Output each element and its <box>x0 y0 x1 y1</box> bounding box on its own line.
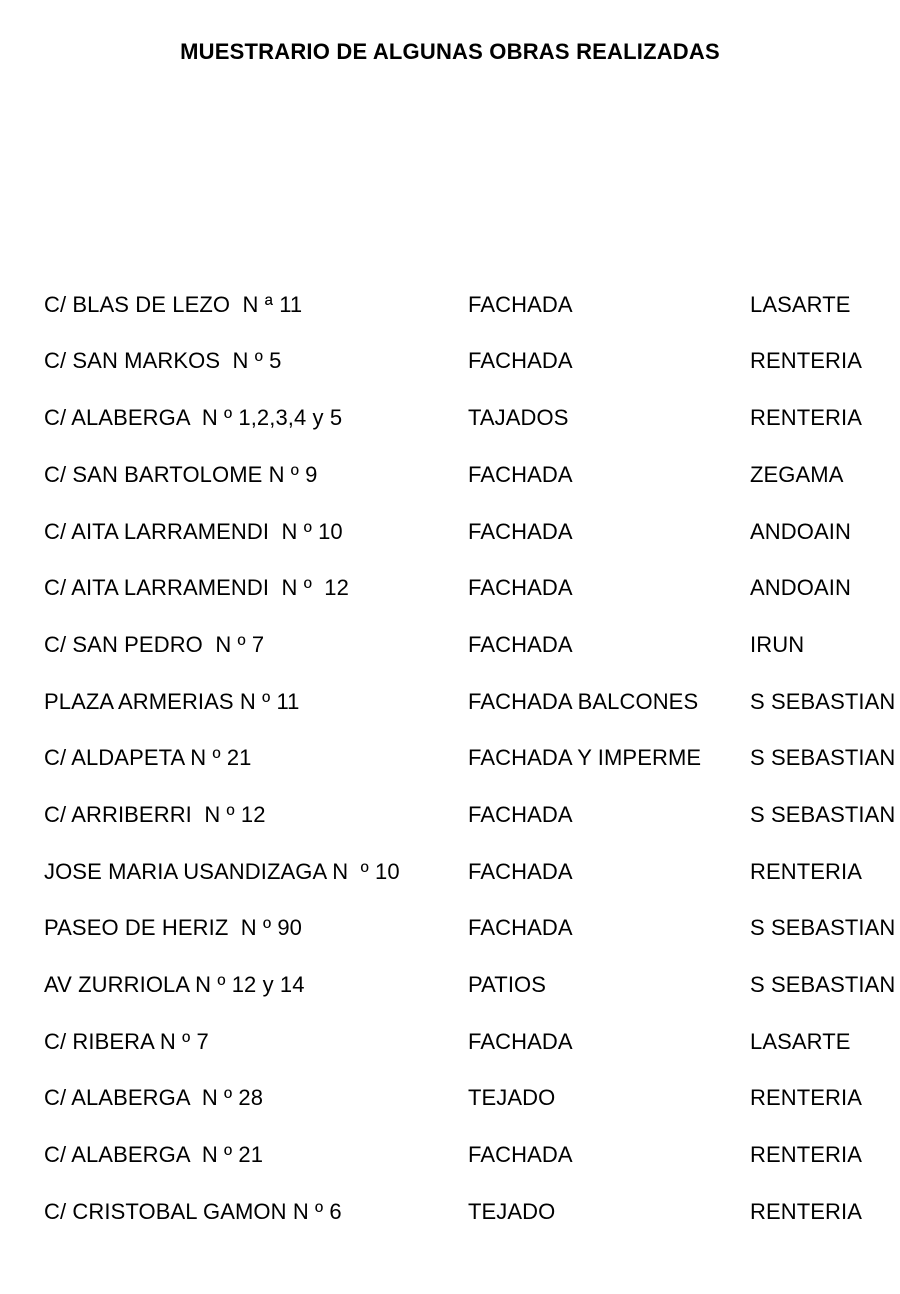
work-type: FACHADA <box>468 348 573 374</box>
work-town: RENTERIA <box>750 348 863 374</box>
works-row <box>0 1126 900 1183</box>
work-type: FACHADA Y IMPERME <box>468 745 702 771</box>
work-type: FACHADA <box>468 915 573 941</box>
work-address: C/ ALDAPETA N º 21 <box>44 745 252 771</box>
works-row <box>0 559 900 616</box>
work-town: S SEBASTIAN <box>750 801 896 827</box>
work-town: LASARTE <box>750 1028 851 1054</box>
work-type: FACHADA <box>468 801 573 827</box>
work-address: AV ZURRIOLA N º 12 y 14 <box>44 972 305 998</box>
work-address: C/ SAN MARKOS N º 5 <box>44 348 282 374</box>
work-town: RENTERIA <box>750 405 863 431</box>
work-town: S SEBASTIAN <box>750 972 896 998</box>
work-town: S SEBASTIAN <box>750 745 896 771</box>
work-address: C/ AITA LARRAMENDI N º 10 <box>44 518 343 544</box>
work-town: IRUN <box>750 631 805 657</box>
works-row <box>0 276 900 333</box>
work-town: ANDOAIN <box>750 518 851 544</box>
works-row <box>0 900 900 957</box>
work-address: C/ BLAS DE LEZO N ª 11 <box>44 291 303 317</box>
work-town: RENTERIA <box>750 1085 863 1111</box>
work-address: C/ ALABERGA N º 1,2,3,4 y 5 <box>44 405 343 431</box>
works-row <box>0 730 900 787</box>
work-address: C/ AITA LARRAMENDI N º 12 <box>44 575 349 601</box>
works-row <box>0 616 900 673</box>
work-type: TAJADOS <box>468 405 569 431</box>
work-type: FACHADA <box>468 1028 573 1054</box>
works-row <box>0 503 900 560</box>
work-address: C/ RIBERA N º 7 <box>44 1028 209 1054</box>
work-address: JOSE MARIA USANDIZAGA N º 10 <box>44 858 400 884</box>
work-address: PLAZA ARMERIAS N º 11 <box>44 688 300 714</box>
work-address: C/ ARRIBERRI N º 12 <box>44 801 266 827</box>
work-type: PATIOS <box>468 972 547 998</box>
work-town: RENTERIA <box>750 1142 863 1168</box>
work-town: ANDOAIN <box>750 575 851 601</box>
works-row <box>0 673 900 730</box>
work-town: S SEBASTIAN <box>750 915 896 941</box>
works-row <box>0 1013 900 1070</box>
work-type: FACHADA <box>468 518 573 544</box>
works-row <box>0 1070 900 1127</box>
works-row <box>0 389 900 446</box>
work-town: RENTERIA <box>750 858 863 884</box>
work-type: FACHADA <box>468 575 573 601</box>
page-title: MUESTRARIO DE ALGUNAS OBRAS REALIZADAS <box>180 39 720 64</box>
works-row <box>0 786 900 843</box>
work-address: C/ SAN PEDRO N º 7 <box>44 631 265 657</box>
work-town: RENTERIA <box>750 1198 863 1224</box>
works-row <box>0 446 900 503</box>
work-address: C/ CRISTOBAL GAMON N º 6 <box>44 1198 342 1224</box>
works-row <box>0 843 900 900</box>
work-type: FACHADA <box>468 1142 573 1168</box>
work-town: ZEGAMA <box>750 461 844 487</box>
work-type: TEJADO <box>468 1198 556 1224</box>
work-type: FACHADA <box>468 631 573 657</box>
work-type: FACHADA <box>468 291 573 317</box>
work-type: TEJADO <box>468 1085 556 1111</box>
works-row <box>0 956 900 1013</box>
works-row <box>0 1183 900 1240</box>
work-type: FACHADA BALCONES <box>468 688 699 714</box>
works-row <box>0 333 900 390</box>
work-town: S SEBASTIAN <box>750 688 896 714</box>
work-type: FACHADA <box>468 461 573 487</box>
work-address: PASEO DE HERIZ N º 90 <box>44 915 303 941</box>
work-type: FACHADA <box>468 858 573 884</box>
work-address: C/ ALABERGA N º 28 <box>44 1085 264 1111</box>
works-list <box>0 276 900 1240</box>
work-address: C/ SAN BARTOLOME N º 9 <box>44 461 318 487</box>
work-address: C/ ALABERGA N º 21 <box>44 1142 264 1168</box>
work-town: LASARTE <box>750 291 851 317</box>
